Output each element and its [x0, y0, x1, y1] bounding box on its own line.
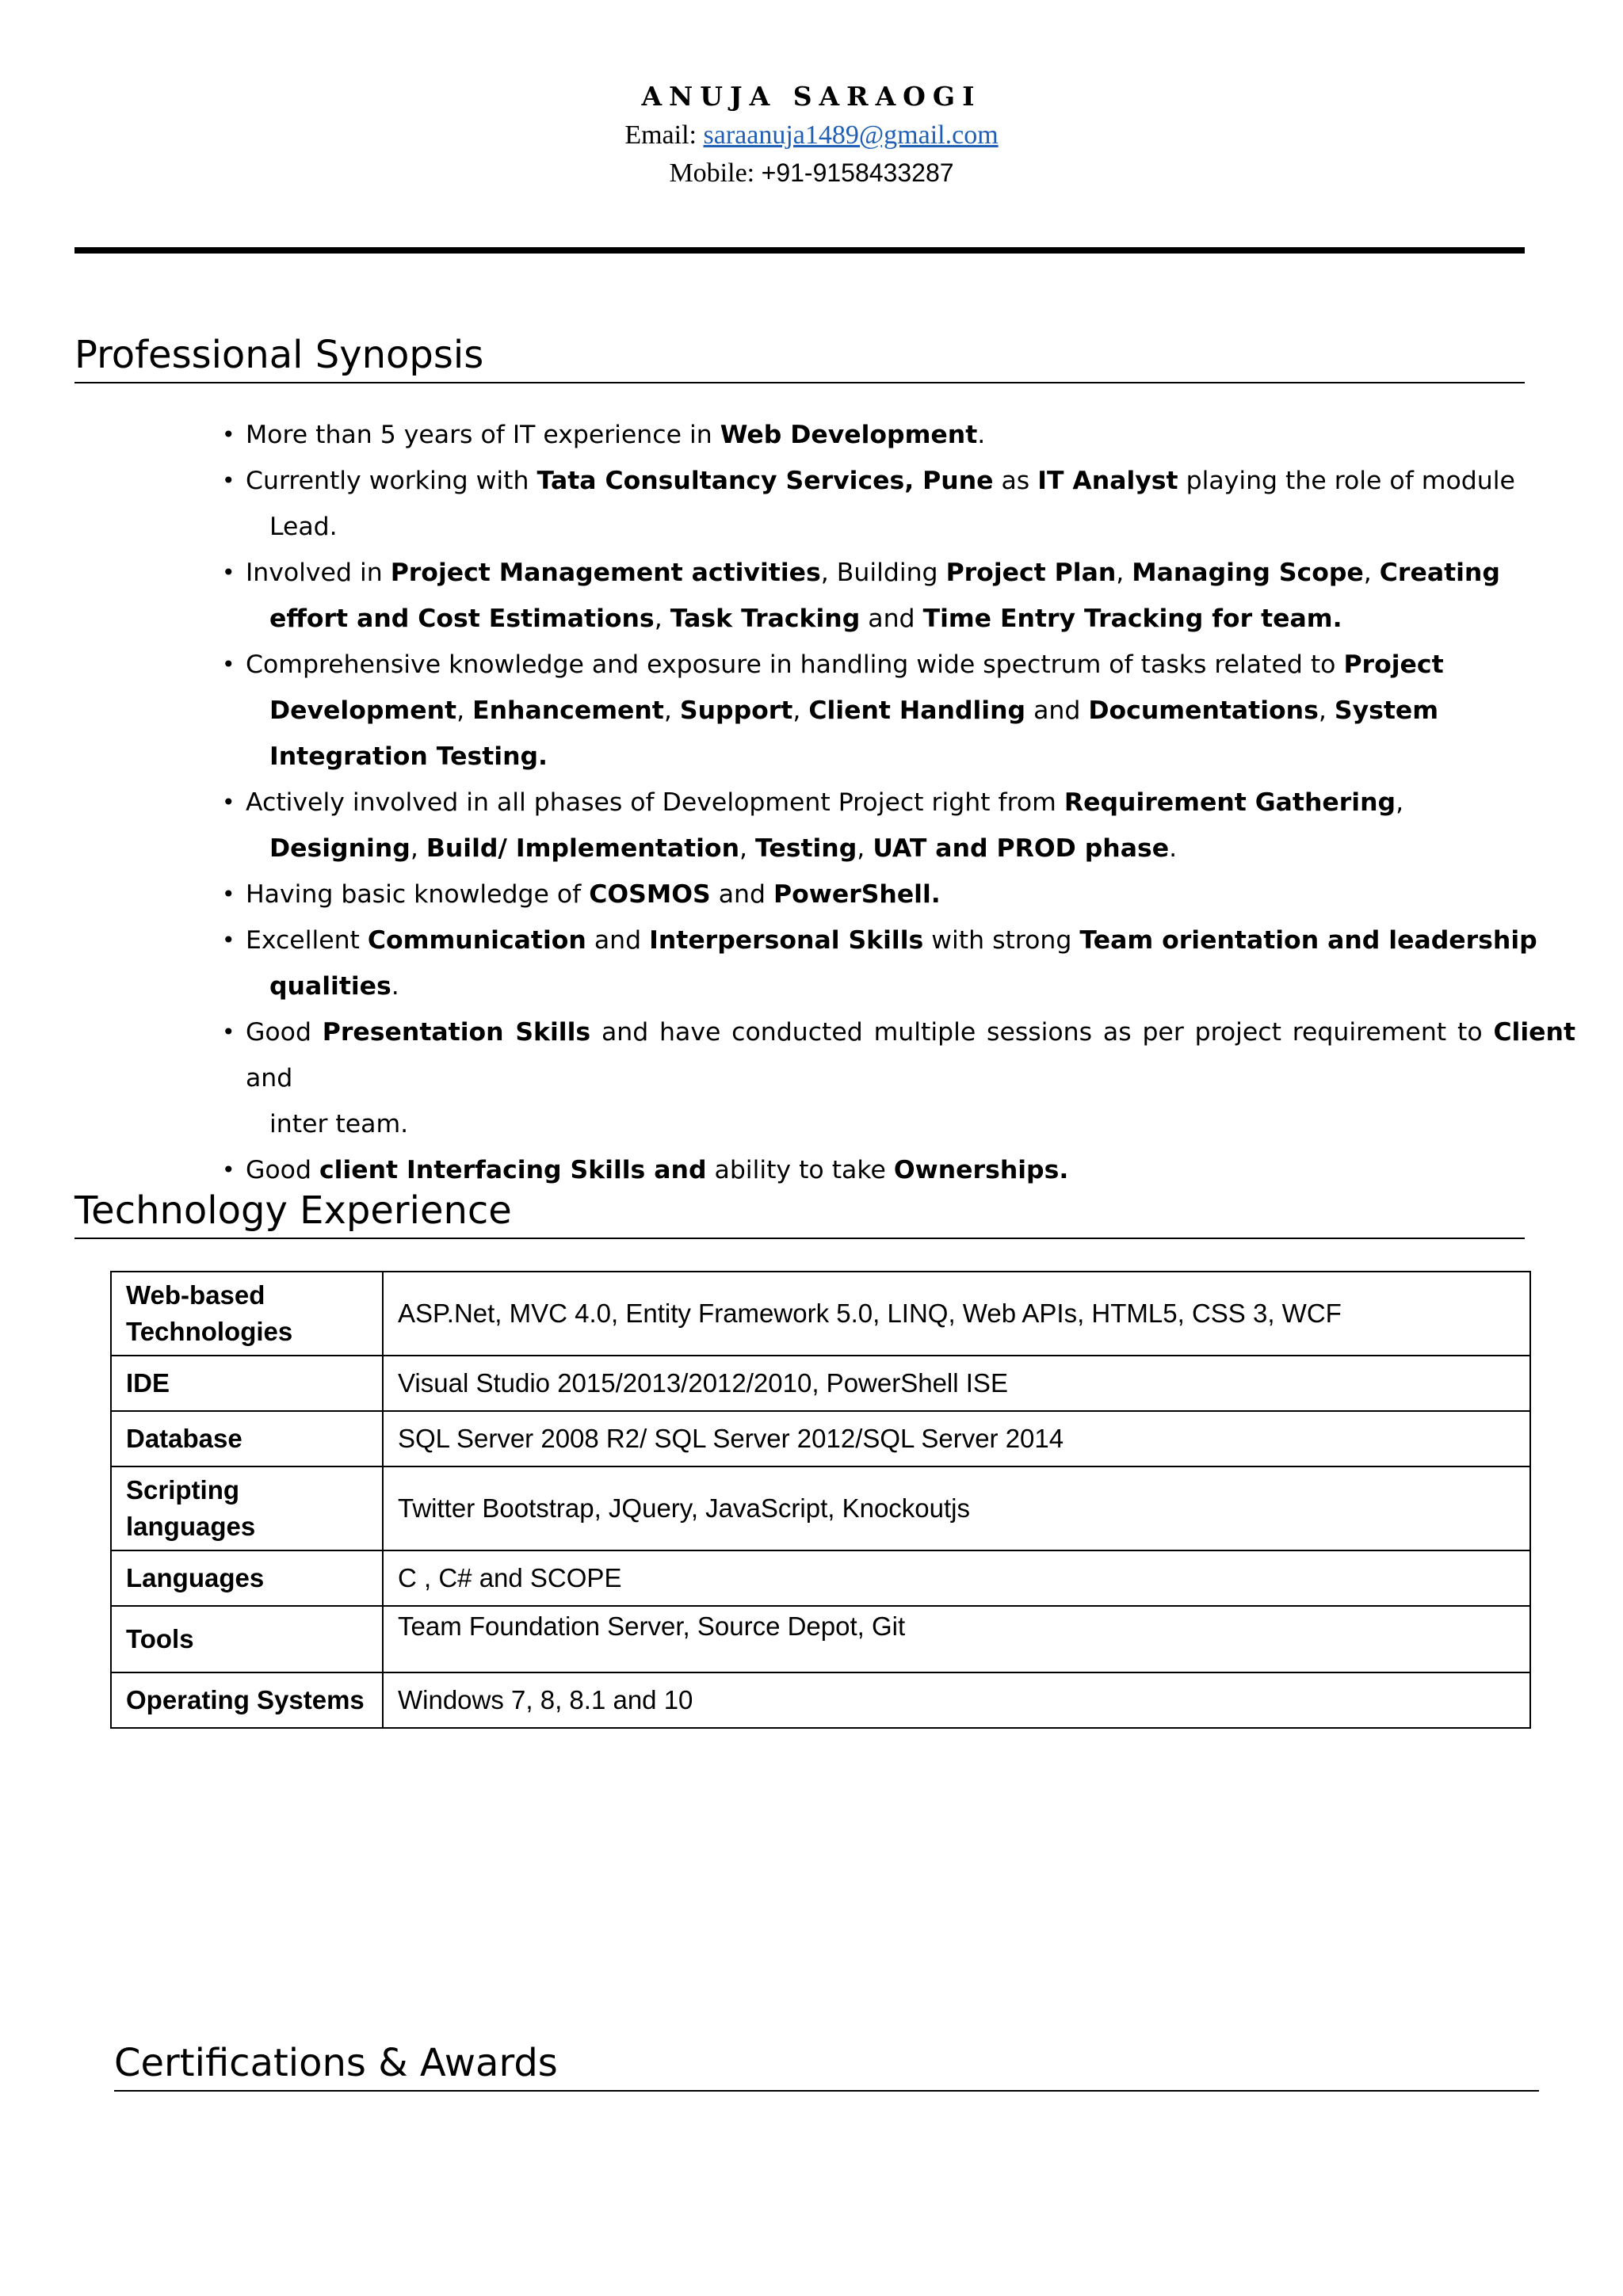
header-divider — [74, 247, 1525, 254]
email-link[interactable]: saraanuja1489@gmail.com — [703, 120, 999, 150]
bullet-icon: • — [222, 1019, 235, 1045]
section-title-technology: Technology Experience — [74, 1188, 1525, 1239]
mobile-line — [0, 158, 1623, 189]
table-row-value: ASP.Net, MVC 4.0, Entity Framework 5.0, LINQ, Web APIs, HTML5, CSS 3, WCF — [383, 1272, 1530, 1356]
bullet-icon: • — [222, 421, 235, 448]
bullet-icon: • — [222, 559, 235, 585]
table-row-label: Operating Systems — [111, 1672, 383, 1728]
synopsis-item: • Involved in Project Management activities, Building Project Plan, Managing Scope, Creating effort and Cost Estimations, Task Tracking and Time Entry Tracking for team. — [222, 550, 1575, 642]
mobile-label: Mobile: — [669, 158, 762, 188]
email-line — [0, 120, 1623, 151]
table-row-label: Web-based Technologies — [111, 1272, 383, 1356]
bullet-icon: • — [222, 927, 235, 953]
bullet-icon: • — [222, 467, 235, 494]
mobile-number: +91-9158433287 — [761, 158, 954, 187]
synopsis-item: • Comprehensive knowledge and exposure in handling wide spectrum of tasks related to Project Development, Enhancement, Support, Client Handling and Documentations, System Integration Testing. — [222, 642, 1575, 780]
table-row-label: Scripting languages — [111, 1466, 383, 1550]
table-row — [111, 1356, 1530, 1411]
table-row-label: Tools — [111, 1606, 383, 1672]
table-row — [111, 1411, 1530, 1466]
section-title-certifications: Certifications & Awards — [114, 2041, 1539, 2092]
synopsis-item: • Good client Interfacing Skills and ability to take Ownerships. — [222, 1147, 1575, 1193]
table-row-value: SQL Server 2008 R2/ SQL Server 2012/SQL Server 2014 — [383, 1411, 1530, 1466]
email-label: Email: — [624, 120, 704, 150]
section-title-synopsis: Professional Synopsis — [74, 333, 1525, 383]
table-row-value: Twitter Bootstrap, JQuery, JavaScript, Knockoutjs — [383, 1466, 1530, 1550]
synopsis-item: • Currently working with Tata Consultancy Services, Pune as IT Analyst playing the role of module Lead. — [222, 458, 1575, 550]
synopsis-item: • Excellent Communication and Interpersonal Skills with strong Team orientation and leadership qualities. — [222, 917, 1575, 1009]
synopsis-item: • Actively involved in all phases of Development Project right from Requirement Gathering, Designing, Build/ Implementation, Testing, UAT and PROD phase. — [222, 780, 1575, 871]
bullet-icon: • — [222, 881, 235, 907]
bullet-icon: • — [222, 789, 235, 815]
table-row-value: Team Foundation Server, Source Depot, Git — [383, 1606, 1530, 1672]
table-row-value: Visual Studio 2015/2013/2012/2010, PowerShell ISE — [383, 1356, 1530, 1411]
table-row-value: Windows 7, 8, 8.1 and 10 — [383, 1672, 1530, 1728]
synopsis-list — [222, 412, 1575, 1193]
candidate-name: ANUJA SARAOGI — [641, 81, 982, 112]
synopsis-item: • Good Presentation Skills and have conducted multiple sessions as per project requirement to Client and inter team. — [222, 1009, 1575, 1147]
bullet-icon: • — [222, 651, 235, 677]
table-row — [111, 1550, 1530, 1606]
table-row-label: Languages — [111, 1550, 383, 1606]
bullet-icon: • — [222, 1157, 235, 1183]
synopsis-item: • More than 5 years of IT experience in Web Development. — [222, 412, 1575, 458]
table-row-label: IDE — [111, 1356, 383, 1411]
table-row-label: Database — [111, 1411, 383, 1466]
table-row — [111, 1606, 1530, 1672]
technology-table — [110, 1271, 1531, 1729]
synopsis-item: • Having basic knowledge of COSMOS and PowerShell. — [222, 871, 1575, 917]
table-row — [111, 1672, 1530, 1728]
table-row-value: C , C# and SCOPE — [383, 1550, 1530, 1606]
table-row — [111, 1466, 1530, 1550]
table-row — [111, 1272, 1530, 1356]
